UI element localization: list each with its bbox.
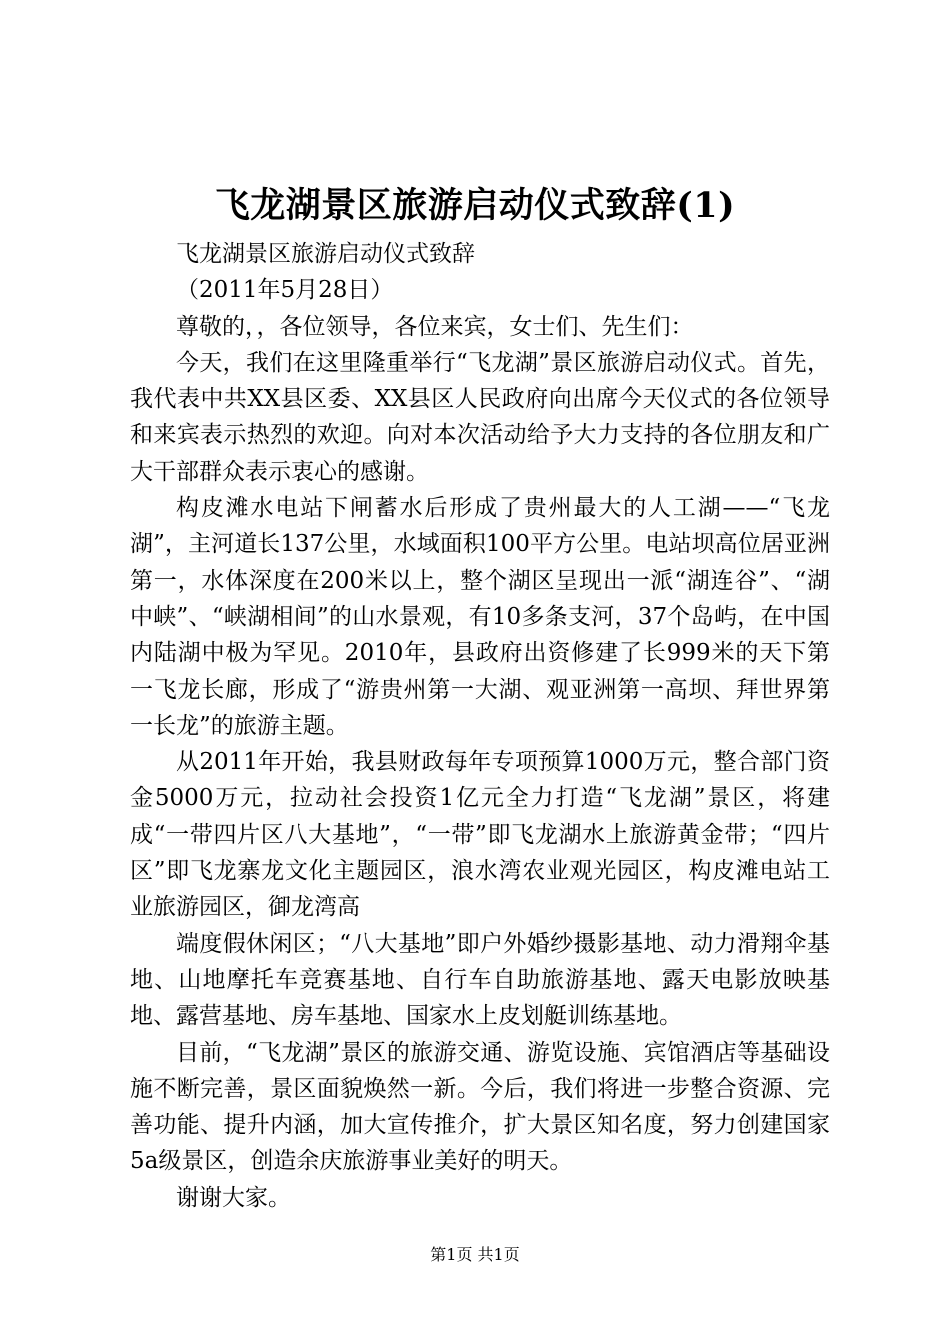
body-paragraph: 构皮滩水电站下闸蓄水后形成了贵州最大的人工湖——“飞龙湖”，主河道长137公里，水域面积100平方公里。电站坝高位居亚洲第一，水体深度在200米以上，整个湖区呈现出一派“湖连谷”、“湖中峡”、“峡湖相间”的山水景观，有10多条支河，37个岛屿，在中国内陆湖中极为罕见。2010年，县政府出资修建了长999米的天下第一飞龙长廊，形成了“游贵州第一大湖、观亚洲第一高坝、拜世界第一长龙”的旅游主题。 — [130, 495, 830, 739]
date-paragraph: （2011年5月28日） — [176, 277, 394, 304]
subtitle-paragraph: 飞龙湖景区旅游启动仪式致辞 — [176, 241, 475, 267]
body-paragraph: 端度假休闲区；“八大基地”即户外婚纱摄影基地、动力滑翔伞基地、山地摩托车竞赛基地、自行车自助旅游基地、露天电影放映基地、露营基地、房车基地、国家水上皮划艇训练基地。 — [130, 930, 830, 1030]
body-paragraph: 目前，“飞龙湖”景区的旅游交通、游览设施、宾馆酒店等基础设施不断完善，景区面貌焕然一新。今后，我们将进一步整合资源、完善功能、提升内涵，加大宣传推介，扩大景区知名度，努力创建国家5a级景区，创造余庆旅游事业美好的明天。 — [130, 1039, 830, 1175]
page-number-footer: 第1页 共1页 — [430, 1245, 520, 1264]
document-body — [130, 236, 830, 1216]
document-title: 飞龙湖景区旅游启动仪式致辞(1) — [214, 185, 736, 226]
body-paragraph: 今天，我们在这里隆重举行“飞龙湖”景区旅游启动仪式。首先，我代表中共XX县区委、XX县区人民政府向出席今天仪式的各位领导和来宾表示热烈的欢迎。向对本次活动给予大力支持的各位朋友和广大干部群众表示衷心的感谢。 — [130, 349, 830, 485]
closing-paragraph: 谢谢大家。 — [176, 1184, 291, 1211]
salutation-paragraph: 尊敬的，，各位领导，各位来宾，女士们、先生们： — [176, 313, 694, 340]
body-paragraph: 从2011年开始，我县财政每年专项预算1000万元，整合部门资金5000万元，拉动社会投资1亿元全力打造“飞龙湖”景区，将建成“一带四片区八大基地”，“一带”即飞龙湖水上旅游黄金带；“四片区”即飞龙寨龙文化主题园区，浪水湾农业观光园区，构皮滩电站工业旅游园区，御龙湾高 — [130, 749, 830, 921]
